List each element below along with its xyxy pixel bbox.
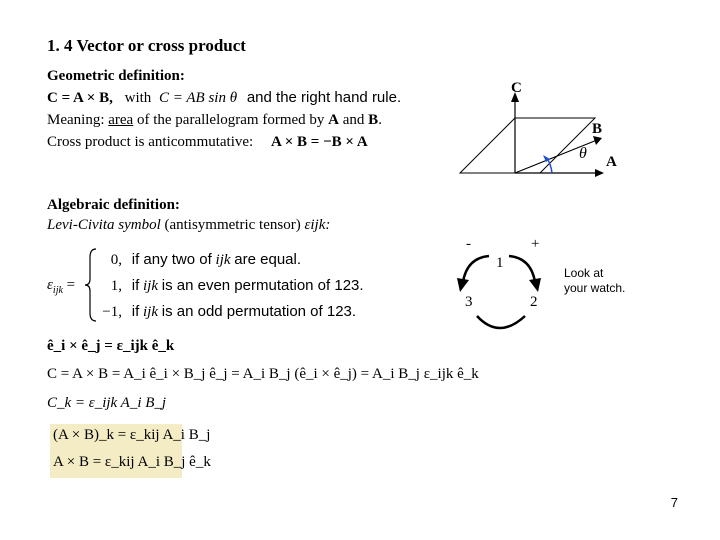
meaning-prefix: Meaning: [47,112,105,128]
case-cond-prefix: if [131,277,140,294]
cases-block [96,247,364,325]
cycle-arc-bottom [477,316,525,328]
meaning-a: A [328,112,339,128]
epsilon-lhs: $\varepsilon_{ijk}$ = [47,277,76,296]
case-cond-ital: ijk [143,304,158,320]
cycle-arc-right [509,256,535,282]
case-value: 0, [110,252,122,268]
levi-civita-line [47,217,330,234]
equation-text: ê_i × ê_j = ε_ijk ê_k [47,338,175,354]
cycle-one: 1 [496,255,504,271]
levi-civita-symbol: εijk: [304,217,331,233]
case-cond-ital: ijk [143,278,158,294]
case-cond-suffix: is an odd permutation of 123. [161,303,357,320]
case-cond-prefix: if any two of [131,251,212,268]
case-row [96,299,364,325]
anticommutative-line [47,134,368,151]
watch-note-line1: Look at [564,266,604,280]
label-c: C [511,80,522,96]
cycle-arrowhead-right [529,278,541,292]
label-a: A [606,154,617,170]
geometric-heading: Geometric definition: [47,68,185,84]
levi-civita-name: Levi-Civita symbol [47,217,161,233]
cycle-arc-left [463,256,489,282]
case-value: −1, [102,304,122,320]
label-theta: θ [579,145,587,162]
vector-a-arrowhead [595,169,604,177]
formula-lhs: C = A × B, [47,90,113,106]
label-b: B [592,121,603,137]
cycle-two: 2 [530,294,538,310]
geometric-formula [47,89,401,107]
formula-magnitude: C = AB sin θ [159,90,238,106]
anticommutative-formula: A × B = −B × A [270,134,368,150]
case-cond-ital: ijk [215,252,231,268]
cycle-minus: - [466,236,471,252]
case-cond-suffix: are equal. [234,251,302,268]
equation-component-k [53,427,210,444]
meaning-area: area [108,112,134,128]
epsilon-sub: ijk [52,285,63,296]
formula-rest: and the right hand rule. [246,89,402,106]
equation-basis-cross [47,338,174,355]
cross-product-diagram [440,78,660,188]
equation-vector-form [53,454,211,471]
page-title: 1. 4 Vector or cross product [47,36,246,55]
equation-expansion [47,366,479,383]
case-value: 1, [110,278,122,294]
case-row [96,273,364,299]
equation-text: C = A × B = A_i ê_i × B_j ê_j = A_i B_j (ê_i × ê_j) = A_i B_j ε_ijk ê_k [47,366,479,382]
cycle-arrowhead-left [457,278,469,292]
case-row [96,247,364,273]
meaning-mid: of the parallelogram formed by [136,112,325,128]
equation-text: A × B = ε_kij A_i B_j ê_k [53,454,211,470]
meaning-line [47,112,382,129]
watch-note-line2: your watch. [564,281,626,295]
watch-note [564,266,625,296]
levi-civita-desc: (antisymmetric tensor) [164,217,301,233]
anticommutative-text: Cross product is anticommutative: [47,134,254,150]
page-number: 7 [670,495,678,510]
equation-text: (A × B)_k = ε_kij A_i B_j [53,427,211,443]
meaning-b: B [368,112,379,128]
case-cond-suffix: is an even permutation of 123. [161,277,364,294]
plane-outline [460,118,595,173]
meaning-and: and [342,112,365,128]
cycle-three: 3 [465,294,473,310]
formula-with: with [124,90,152,106]
epsilon-symbol: ε [47,277,53,293]
cycle-plus: + [531,236,540,252]
case-cond-prefix: if [131,303,140,320]
equation-text: C_k = ε_ijk A_i B_j [47,395,167,411]
algebraic-heading: Algebraic definition: [47,197,180,213]
equation-component [47,395,166,412]
meaning-end: . [378,112,382,128]
